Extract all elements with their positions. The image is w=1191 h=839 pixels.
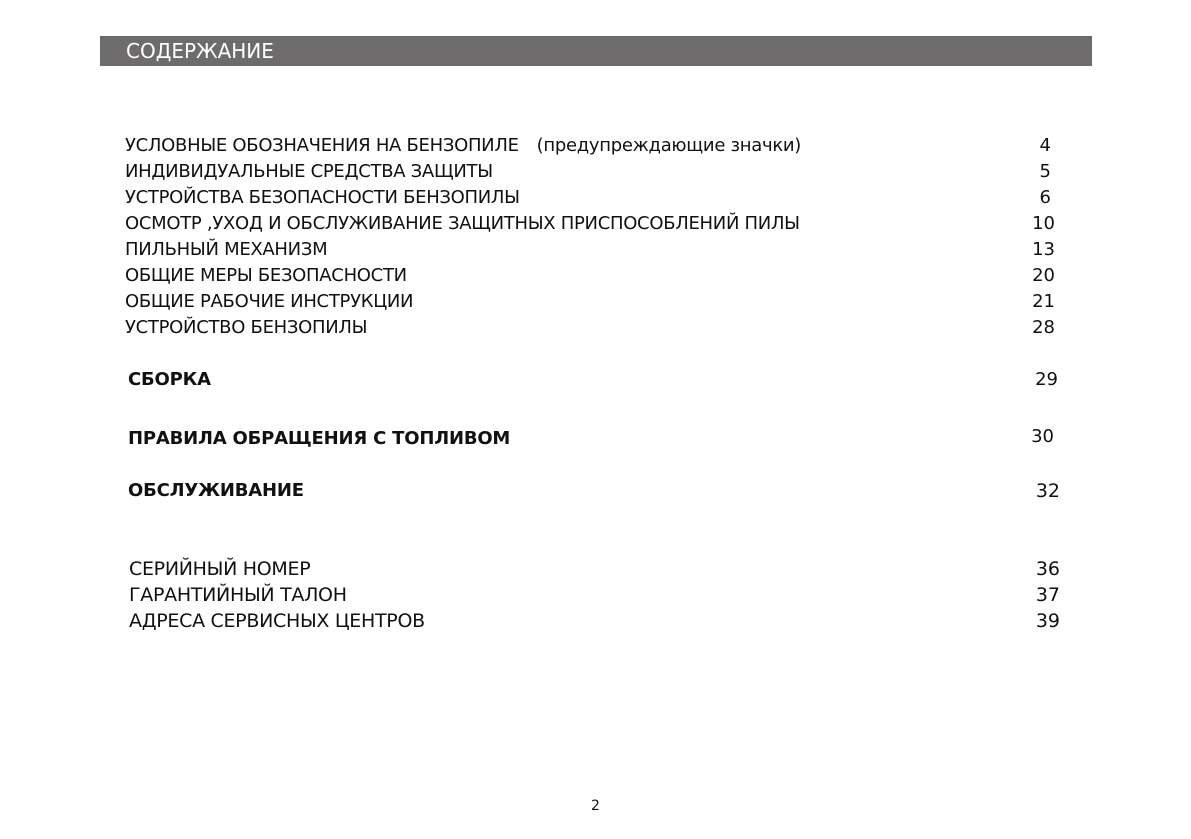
toc-entry-page: 5 <box>1039 161 1051 182</box>
toc-entry[interactable] <box>0 556 1191 582</box>
toc-entry[interactable] <box>0 289 1191 315</box>
toc-section[interactable] <box>0 426 1191 452</box>
toc-entry-label: ИНДИВИДУАЛЬНЫЕ СРЕДСТВА ЗАЩИТЫ <box>125 161 493 182</box>
toc-entry[interactable] <box>0 133 1191 159</box>
toc-entry-label: УСТРОЙСТВА БЕЗОПАСНОСТИ БЕНЗОПИЛЫ <box>125 187 520 208</box>
toc-entry[interactable] <box>0 159 1191 185</box>
toc-entry-page: 39 <box>1035 610 1060 632</box>
toc-section-label: ОБСЛУЖИВАНИЕ <box>128 480 304 501</box>
toc-entry-page: 4 <box>1039 135 1051 156</box>
toc-entry[interactable] <box>0 315 1191 341</box>
page-title: СОДЕРЖАНИЕ <box>126 39 274 63</box>
toc-entry-page: 28 <box>1032 317 1055 338</box>
toc-entry[interactable] <box>0 608 1191 634</box>
toc-entry-page: 21 <box>1032 291 1055 312</box>
toc-section[interactable] <box>0 367 1191 393</box>
toc-entry[interactable] <box>0 185 1191 211</box>
toc-entry-note: (предупреждающие значки) <box>536 135 802 156</box>
section-header-bar <box>100 36 1092 66</box>
toc-entry-page: 13 <box>1032 239 1055 260</box>
toc-entry-label: ОСМОТР ,УХОД И ОБСЛУЖИВАНИЕ ЗАЩИТНЫХ ПРИСПОСОБЛЕНИЙ ПИЛЫ <box>125 213 800 234</box>
toc-entry-page: 20 <box>1032 265 1055 286</box>
toc-entry-label: ПИЛЬНЫЙ МЕХАНИЗМ <box>125 239 328 260</box>
toc-entry-label: ОБЩИЕ РАБОЧИЕ ИНСТРУКЦИИ <box>125 291 414 312</box>
toc-section-page: 30 <box>1031 426 1054 447</box>
toc-entry-label: СЕРИЙНЫЙ НОМЕР <box>129 558 311 580</box>
toc-entry-label: АДРЕСА СЕРВИСНЫХ ЦЕНТРОВ <box>129 610 425 632</box>
toc-entry-page: 36 <box>1035 558 1060 580</box>
toc-entry-label: ОБЩИЕ МЕРЫ БЕЗОПАСНОСТИ <box>125 265 407 286</box>
toc-section-page: 32 <box>1035 480 1060 502</box>
toc-entry-label <box>125 133 801 159</box>
toc-entry[interactable] <box>0 237 1191 263</box>
toc-entry-page: 6 <box>1039 187 1051 208</box>
toc-entry-label: ГАРАНТИЙНЫЙ ТАЛОН <box>129 584 347 606</box>
toc-section[interactable] <box>0 478 1191 504</box>
toc-section-label: СБОРКА <box>128 369 211 390</box>
toc-section-label: ПРАВИЛА ОБРАЩЕНИЯ С ТОПЛИВОМ <box>128 428 511 449</box>
toc-entry-page: 10 <box>1032 213 1055 234</box>
page-number: 2 <box>591 798 600 814</box>
toc-entry-title: УСЛОВНЫЕ ОБОЗНАЧЕНИЯ НА БЕНЗОПИЛЕ <box>125 135 519 156</box>
toc-entry[interactable] <box>0 263 1191 289</box>
toc-section-page: 29 <box>1035 369 1058 390</box>
toc-entry-page: 37 <box>1035 584 1060 606</box>
toc-entry[interactable] <box>0 211 1191 237</box>
toc-entry[interactable] <box>0 582 1191 608</box>
toc-entry-label: УСТРОЙСТВО БЕНЗОПИЛЫ <box>125 317 368 338</box>
